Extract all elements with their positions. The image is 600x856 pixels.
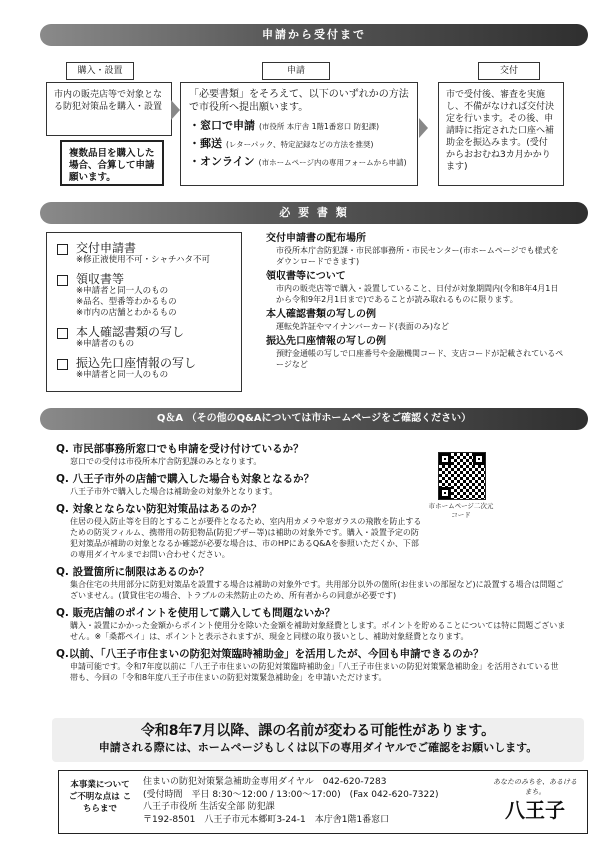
- section-title: 申請から受付まで: [262, 28, 366, 41]
- section-header-documents: [40, 202, 588, 224]
- checklist-note: ※市内の店舗とわかるもの: [76, 308, 177, 318]
- purchase-tag: 購入・設置: [66, 62, 134, 80]
- apply-method-detail: (市ホームページ内の専用フォームから申請): [258, 158, 407, 167]
- info-heading: 領収書等について: [266, 271, 346, 282]
- qa-question: Q. 設置箇所に制限はあるのか？: [56, 566, 210, 578]
- checklist-item-text: [76, 356, 196, 381]
- checklist-item: [57, 356, 231, 381]
- checklist-title: 本人確認書類の写し: [76, 325, 185, 339]
- checklist-title: 交付申請書: [76, 241, 137, 255]
- checklist-note: ※申請者と同一人のもの: [76, 286, 169, 296]
- info-text: 市内の販売店等で購入・設置していること、日付が対象期間内(令和8年4月1日から令和9年2月1日まで)であることが読み取れるものに限ります。: [276, 284, 559, 304]
- qa-answer: 窓口での受付は市役所本庁舎防犯課のみとなります。: [70, 457, 262, 466]
- checkbox-icon: [57, 244, 68, 255]
- qr-code[interactable]: [438, 452, 486, 500]
- checklist-note: ※修正液使用不可・シャチハタ不可: [76, 255, 210, 265]
- info-heading: 交付申請書の配布場所: [266, 233, 366, 244]
- contact-box: [58, 770, 588, 834]
- city-logo: あなたのみちを、あるけるまち。 八王子: [493, 778, 577, 822]
- qa-question: Q. 八王子市外の店舗で購入した場合も対象となるか？: [56, 473, 315, 485]
- checklist-note: ※申請者と同一人のもの: [76, 370, 169, 380]
- apply-method: [189, 156, 409, 169]
- contact-label: 本事業について ご不明な点は こちらまで: [68, 780, 132, 814]
- qa-answer: 申請可能です。令和7年度以前に「八王子市住まいの防犯対策臨時補助金」「八王子市住まいの防犯対策緊急補助金」を活用されている世帯も、今回の「令和8年度八王子市住まいの防犯対策緊急補助金」を申請いただけます。: [70, 662, 559, 682]
- contact-dept: 八王子市役所 生活安全部 防犯課: [143, 802, 275, 812]
- checklist-item: [57, 241, 231, 266]
- checklist-note: ※品名、型番等わかるもの: [76, 297, 177, 307]
- document-info: [266, 232, 566, 373]
- purchase-box: [46, 82, 172, 136]
- grant-tag: 交付: [478, 62, 540, 80]
- qa-answer: 購入・設置にかかった金額からポイント使用分を除いた金額を補助対象経費とします。ポイントを貯めることについては特に問題ございません。※「桑都ペイ」は、ポイントと表示されますが、現金と同様の取り扱いとし、補助対象経費となります。: [70, 621, 566, 641]
- qa-answer: 住居の侵入防止等を目的とすることが要件となるため、室内用カメラや窓ガラスの飛散を防止するための防災フィルム、携帯用の防犯物品(防犯ブザー等)は補助の対象外です。購入・設置予定の防犯対策品が補助の対象となるか確認が必要な場合は、市のHPにあるQ&Aを参照いただくか、下部の専用ダイヤルまでお問い合わせください。: [70, 517, 422, 559]
- info-text: 運転免許証やマイナンバーカード(表面のみ)など: [276, 322, 449, 331]
- purchase-note: 複数品目を購入した場合、合算して申請願います。: [60, 140, 164, 186]
- contact-address: 〒192-8501 八王子市元本郷町3-24-1 本庁舎1階1番窓口: [143, 814, 390, 825]
- checkbox-icon: [57, 359, 68, 370]
- checklist-item-text: [76, 325, 184, 350]
- checklist-item-text: [76, 241, 210, 266]
- grant-box: [438, 82, 564, 186]
- checkbox-icon: [57, 275, 68, 286]
- apply-method-detail: (レターパック、特定記録などの方法を推奨): [226, 140, 374, 149]
- apply-method-detail: (市役所 本庁舎 1階1番窓口 防犯課): [259, 122, 380, 131]
- checklist-title: 振込先口座情報の写し: [76, 356, 197, 370]
- qa-question: Q.以前、「八王子市住まいの防犯対策臨時補助金」を活用したが、今回も申請できるのか？: [56, 648, 484, 660]
- section-title: 必 要 書 類: [279, 206, 349, 219]
- qa-answer: 集合住宅の共用部分に防犯対策品を設置する場合は補助の対象外です。共用部分以外の箇所(お住まいの部屋など)に設置する場合は問題ございません。(賃貸住宅の場合、トラブルの未然防止のため、所有者からの同意が必要です): [70, 580, 564, 600]
- apply-method-label: ・窓口で申請: [189, 119, 255, 132]
- document-checklist: [57, 241, 231, 381]
- grant-text: 市で受付後、審査を実施し、不備がなければ交付決定を行います。その後、申請時に指定された口座へ補助金を振込みます。(受付からおおむね3カ月かかります): [446, 90, 555, 172]
- notice-box: [52, 718, 584, 762]
- flow-arrow-icon: [171, 100, 180, 120]
- checklist-item: [57, 272, 231, 319]
- qa-question: Q. 市民部事務所窓口でも申請を受け付けているか？: [56, 443, 304, 455]
- flow-arrow-icon: [419, 118, 428, 138]
- section-title: Q＆A （その他のQ&Aについては市ホームページをご確認ください）: [156, 413, 472, 424]
- checkbox-icon: [57, 328, 68, 339]
- apply-tag: 申請: [262, 62, 330, 80]
- info-text: 市役所本庁舎防犯課・市民部事務所・市民センター(市ホームページでも様式をダウンロードできます): [276, 246, 559, 266]
- qa-question: Q. 対象とならない防犯対策品はあるのか？: [56, 503, 262, 515]
- checklist-note: ※申請者のもの: [76, 339, 135, 349]
- apply-method-label: ・郵送: [189, 137, 222, 150]
- contact-dial[interactable]: 住まいの防犯対策緊急補助金専用ダイヤル 042-620-7283: [143, 777, 387, 787]
- info-heading: 振込先口座情報の写しの例: [266, 336, 386, 347]
- qa-list: [56, 442, 566, 688]
- apply-box: [180, 82, 418, 186]
- contact-details: [143, 776, 483, 826]
- section-header-flow: [40, 24, 588, 46]
- qa-answer: 八王子市外で購入した場合は補助金の対象外となります。: [70, 487, 278, 496]
- info-text: 預貯金通帳の写しで口座番号や金融機関コード、支店コードが記載されているページなど: [276, 349, 564, 369]
- qr-caption: 市ホームページ二次元コード: [428, 502, 494, 519]
- notice-line2: 申請される際には、ホームページもしくは以下の専用ダイヤルでご確認をお願いします。: [98, 741, 538, 754]
- purchase-text: 市内の販売店等で対象となる防犯対策品を購入・設置: [54, 90, 163, 112]
- contact-hours: (受付時間 平日 8:30～12:00 / 13:00～17:00) (Fax 042-620-7322): [143, 789, 439, 800]
- checklist-box: [46, 232, 242, 392]
- apply-method: [189, 120, 409, 133]
- qa-question: Q. 販売店舗のポイントを使用して購入しても問題ないか？: [56, 607, 336, 619]
- apply-intro: 「必要書類」をそろえて、以下のいずれかの方法で市役所へ提出願います。: [189, 89, 409, 113]
- checklist-title: 領収書等: [76, 272, 125, 286]
- notice-line1: 令和8年7月以降、課の名前が変わる可能性があります。: [140, 723, 496, 739]
- info-heading: 本人確認書類の写しの例: [266, 309, 376, 320]
- checklist-item: [57, 325, 231, 350]
- section-header-qa: [40, 408, 588, 430]
- apply-method-label: ・オンライン: [189, 155, 255, 168]
- checklist-item-text: [76, 272, 177, 319]
- apply-methods: [189, 120, 409, 169]
- apply-method: [189, 138, 409, 151]
